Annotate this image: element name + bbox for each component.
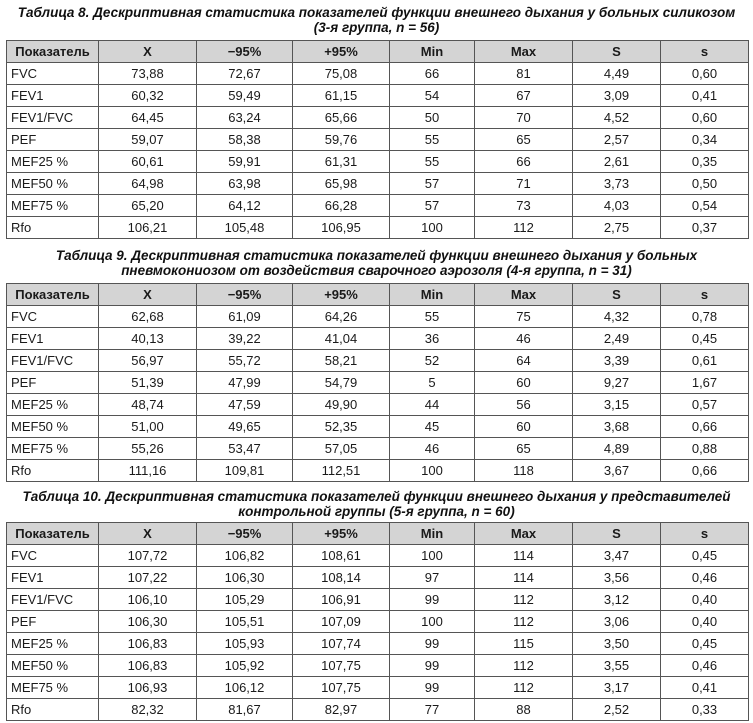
table-cell: 77 <box>390 699 475 721</box>
table-cell: 88 <box>475 699 573 721</box>
table-row <box>7 416 749 438</box>
table-cell: 75,08 <box>293 63 390 85</box>
row-label: FEV1/FVC <box>7 107 99 129</box>
table-row <box>7 545 749 567</box>
column-header: +95% <box>293 284 390 306</box>
table-cell: 57,05 <box>293 438 390 460</box>
table-cell: 3,68 <box>573 416 661 438</box>
table-cell: 60,61 <box>99 151 197 173</box>
table-cell: 0,35 <box>661 151 749 173</box>
table-cell: 0,66 <box>661 460 749 482</box>
table-cell: 0,60 <box>661 63 749 85</box>
table-cell: 65 <box>475 438 573 460</box>
table-cell: 56,97 <box>99 350 197 372</box>
table-row <box>7 350 749 372</box>
table-cell: 118 <box>475 460 573 482</box>
table-cell: 75 <box>475 306 573 328</box>
table-cell: 54,79 <box>293 372 390 394</box>
row-label: Rfo <box>7 460 99 482</box>
table-cell: 54 <box>390 85 475 107</box>
table-cell: 52 <box>390 350 475 372</box>
table-cell: 60 <box>475 416 573 438</box>
table-row <box>7 217 749 239</box>
table-cell: 44 <box>390 394 475 416</box>
table-cell: 106,91 <box>293 589 390 611</box>
table-cell: 47,99 <box>197 372 293 394</box>
table-cell: 106,30 <box>197 567 293 589</box>
row-label: Rfo <box>7 699 99 721</box>
row-label: Rfo <box>7 217 99 239</box>
caption-line: (3-я группа, n = 56) <box>313 20 440 35</box>
table-row <box>7 372 749 394</box>
row-label: MEF75 % <box>7 195 99 217</box>
table-10-caption <box>0 489 753 519</box>
row-label: PEF <box>7 611 99 633</box>
table-cell: 3,15 <box>573 394 661 416</box>
table-cell: 106,95 <box>293 217 390 239</box>
column-header: X <box>99 41 197 63</box>
table-cell: 3,06 <box>573 611 661 633</box>
table-cell: 107,09 <box>293 611 390 633</box>
table-cell: 82,32 <box>99 699 197 721</box>
table-cell: 48,74 <box>99 394 197 416</box>
table-cell: 3,73 <box>573 173 661 195</box>
table-cell: 56 <box>475 394 573 416</box>
table-cell: 72,67 <box>197 63 293 85</box>
table-cell: 106,82 <box>197 545 293 567</box>
table-cell: 105,29 <box>197 589 293 611</box>
table-cell: 112 <box>475 677 573 699</box>
table-cell: 61,31 <box>293 151 390 173</box>
table-cell: 5 <box>390 372 475 394</box>
table-8 <box>6 40 749 239</box>
column-header: Max <box>475 284 573 306</box>
table-cell: 60 <box>475 372 573 394</box>
table-cell: 71 <box>475 173 573 195</box>
table-row <box>7 589 749 611</box>
row-label: PEF <box>7 372 99 394</box>
table-cell: 59,49 <box>197 85 293 107</box>
table-cell: 0,45 <box>661 328 749 350</box>
row-label: MEF25 % <box>7 151 99 173</box>
table-cell: 3,09 <box>573 85 661 107</box>
table-cell: 0,33 <box>661 699 749 721</box>
table-cell: 63,98 <box>197 173 293 195</box>
table-cell: 81 <box>475 63 573 85</box>
table-cell: 66,28 <box>293 195 390 217</box>
table-cell: 47,59 <box>197 394 293 416</box>
table-cell: 59,91 <box>197 151 293 173</box>
table-cell: 4,52 <box>573 107 661 129</box>
table-cell: 64,45 <box>99 107 197 129</box>
table-cell: 65 <box>475 129 573 151</box>
table-cell: 73,88 <box>99 63 197 85</box>
table-cell: 0,88 <box>661 438 749 460</box>
column-header: S <box>573 41 661 63</box>
table-cell: 58,38 <box>197 129 293 151</box>
table-cell: 106,83 <box>99 633 197 655</box>
table-cell: 106,21 <box>99 217 197 239</box>
table-row <box>7 328 749 350</box>
table-cell: 0,61 <box>661 350 749 372</box>
table-cell: 2,52 <box>573 699 661 721</box>
table-cell: 0,40 <box>661 611 749 633</box>
row-label: FEV1 <box>7 328 99 350</box>
table-cell: 112 <box>475 611 573 633</box>
header-row <box>7 523 749 545</box>
column-header: Показатель <box>7 41 99 63</box>
table-row <box>7 107 749 129</box>
table-cell: 66 <box>390 63 475 85</box>
column-header: Показатель <box>7 284 99 306</box>
table-row <box>7 306 749 328</box>
row-label: FEV1/FVC <box>7 589 99 611</box>
table-row <box>7 394 749 416</box>
table-row <box>7 633 749 655</box>
table-cell: 4,32 <box>573 306 661 328</box>
column-header: Показатель <box>7 523 99 545</box>
table-cell: 55 <box>390 306 475 328</box>
table-cell: 73 <box>475 195 573 217</box>
row-label: FVC <box>7 306 99 328</box>
table-cell: 49,90 <box>293 394 390 416</box>
table-cell: 2,61 <box>573 151 661 173</box>
table-cell: 55 <box>390 129 475 151</box>
table-cell: 0,45 <box>661 545 749 567</box>
table-row <box>7 129 749 151</box>
table-row <box>7 611 749 633</box>
table-cell: 0,50 <box>661 173 749 195</box>
table-cell: 114 <box>475 545 573 567</box>
table-cell: 112,51 <box>293 460 390 482</box>
table-10 <box>6 522 749 721</box>
column-header: s <box>661 523 749 545</box>
table-cell: 106,83 <box>99 655 197 677</box>
table-cell: 0,45 <box>661 633 749 655</box>
table-cell: 3,17 <box>573 677 661 699</box>
table-row <box>7 151 749 173</box>
table-cell: 0,46 <box>661 655 749 677</box>
row-label: PEF <box>7 129 99 151</box>
row-label: FEV1/FVC <box>7 350 99 372</box>
table-cell: 106,30 <box>99 611 197 633</box>
table-row <box>7 173 749 195</box>
table-cell: 106,12 <box>197 677 293 699</box>
table-cell: 64,98 <box>99 173 197 195</box>
column-header: X <box>99 523 197 545</box>
column-header: s <box>661 284 749 306</box>
table-cell: 99 <box>390 655 475 677</box>
table-row <box>7 195 749 217</box>
table-cell: 2,57 <box>573 129 661 151</box>
table-cell: 59,07 <box>99 129 197 151</box>
table-cell: 61,09 <box>197 306 293 328</box>
table-row <box>7 567 749 589</box>
table-cell: 65,20 <box>99 195 197 217</box>
table-cell: 105,92 <box>197 655 293 677</box>
table-cell: 65,66 <box>293 107 390 129</box>
table-cell: 2,75 <box>573 217 661 239</box>
table-9-caption <box>0 248 753 278</box>
table-cell: 4,89 <box>573 438 661 460</box>
table-cell: 67 <box>475 85 573 107</box>
table-cell: 46 <box>475 328 573 350</box>
table-8-caption <box>0 5 753 35</box>
table-cell: 59,76 <box>293 129 390 151</box>
table-cell: 105,51 <box>197 611 293 633</box>
column-header: X <box>99 284 197 306</box>
table-cell: 3,55 <box>573 655 661 677</box>
table-cell: 0,60 <box>661 107 749 129</box>
row-label: MEF75 % <box>7 438 99 460</box>
table-cell: 3,67 <box>573 460 661 482</box>
caption-line: контрольной группы (5-я группа, n = 60) <box>238 504 515 519</box>
table-row <box>7 63 749 85</box>
table-cell: 100 <box>390 545 475 567</box>
table-cell: 105,48 <box>197 217 293 239</box>
table-cell: 106,10 <box>99 589 197 611</box>
table-cell: 3,56 <box>573 567 661 589</box>
table-cell: 4,03 <box>573 195 661 217</box>
table-cell: 0,78 <box>661 306 749 328</box>
column-header: −95% <box>197 284 293 306</box>
table-row <box>7 438 749 460</box>
table-cell: 0,41 <box>661 85 749 107</box>
table-cell: 0,41 <box>661 677 749 699</box>
column-header: Min <box>390 284 475 306</box>
table-cell: 53,47 <box>197 438 293 460</box>
table-cell: 81,67 <box>197 699 293 721</box>
table-cell: 97 <box>390 567 475 589</box>
table-cell: 36 <box>390 328 475 350</box>
table-9 <box>6 283 749 482</box>
table-cell: 64,12 <box>197 195 293 217</box>
table-cell: 3,47 <box>573 545 661 567</box>
table-cell: 64 <box>475 350 573 372</box>
table-cell: 66 <box>475 151 573 173</box>
row-label: MEF25 % <box>7 633 99 655</box>
table-row <box>7 460 749 482</box>
table-cell: 0,46 <box>661 567 749 589</box>
table-cell: 58,21 <box>293 350 390 372</box>
table-cell: 0,57 <box>661 394 749 416</box>
table-cell: 41,04 <box>293 328 390 350</box>
table-cell: 105,93 <box>197 633 293 655</box>
table-cell: 0,54 <box>661 195 749 217</box>
table-cell: 0,37 <box>661 217 749 239</box>
column-header: S <box>573 284 661 306</box>
table-cell: 49,65 <box>197 416 293 438</box>
table-cell: 2,49 <box>573 328 661 350</box>
caption-line: Таблица 8. Дескриптивная статистика показателей функции внешнего дыхания у больных силикозом <box>17 5 736 20</box>
caption-line: Таблица 9. Дескриптивная статистика показателей функции внешнего дыхания у больных <box>55 248 698 263</box>
row-label: FVC <box>7 63 99 85</box>
column-header: −95% <box>197 523 293 545</box>
row-label: MEF25 % <box>7 394 99 416</box>
row-label: FEV1 <box>7 85 99 107</box>
table-cell: 3,50 <box>573 633 661 655</box>
table-row <box>7 677 749 699</box>
table-cell: 107,75 <box>293 655 390 677</box>
row-label: MEF50 % <box>7 173 99 195</box>
table-cell: 114 <box>475 567 573 589</box>
table-row <box>7 699 749 721</box>
column-header: Min <box>390 41 475 63</box>
table-cell: 100 <box>390 611 475 633</box>
table-cell: 99 <box>390 633 475 655</box>
table-cell: 82,97 <box>293 699 390 721</box>
table-cell: 62,68 <box>99 306 197 328</box>
table-row <box>7 655 749 677</box>
table-cell: 107,72 <box>99 545 197 567</box>
table-cell: 55,26 <box>99 438 197 460</box>
table-cell: 52,35 <box>293 416 390 438</box>
column-header: S <box>573 523 661 545</box>
table-cell: 70 <box>475 107 573 129</box>
table-cell: 100 <box>390 217 475 239</box>
table-cell: 107,74 <box>293 633 390 655</box>
table-cell: 40,13 <box>99 328 197 350</box>
table-cell: 51,39 <box>99 372 197 394</box>
column-header: s <box>661 41 749 63</box>
table-cell: 107,75 <box>293 677 390 699</box>
table-cell: 106,93 <box>99 677 197 699</box>
table-cell: 63,24 <box>197 107 293 129</box>
table-cell: 55,72 <box>197 350 293 372</box>
table-cell: 111,16 <box>99 460 197 482</box>
table-cell: 50 <box>390 107 475 129</box>
header-row <box>7 284 749 306</box>
table-cell: 3,39 <box>573 350 661 372</box>
column-header: +95% <box>293 523 390 545</box>
table-cell: 55 <box>390 151 475 173</box>
row-label: FEV1 <box>7 567 99 589</box>
table-cell: 1,67 <box>661 372 749 394</box>
table-cell: 112 <box>475 217 573 239</box>
row-label: FVC <box>7 545 99 567</box>
table-row <box>7 85 749 107</box>
table-cell: 39,22 <box>197 328 293 350</box>
table-cell: 57 <box>390 173 475 195</box>
column-header: +95% <box>293 41 390 63</box>
table-cell: 99 <box>390 677 475 699</box>
table-cell: 57 <box>390 195 475 217</box>
column-header: Max <box>475 41 573 63</box>
column-header: Max <box>475 523 573 545</box>
table-cell: 3,12 <box>573 589 661 611</box>
caption-line: Таблица 10. Дескриптивная статистика показателей функции внешнего дыхания у представителей <box>22 489 731 504</box>
table-cell: 45 <box>390 416 475 438</box>
header-row <box>7 41 749 63</box>
column-header: Min <box>390 523 475 545</box>
table-cell: 109,81 <box>197 460 293 482</box>
table-cell: 0,40 <box>661 589 749 611</box>
table-cell: 4,49 <box>573 63 661 85</box>
caption-line: пневмокониозом от воздействия сварочного аэрозоля (4-я группа, n = 31) <box>121 263 632 278</box>
table-cell: 112 <box>475 655 573 677</box>
row-label: MEF75 % <box>7 677 99 699</box>
table-cell: 51,00 <box>99 416 197 438</box>
table-cell: 107,22 <box>99 567 197 589</box>
table-cell: 108,14 <box>293 567 390 589</box>
table-cell: 115 <box>475 633 573 655</box>
table-cell: 64,26 <box>293 306 390 328</box>
table-cell: 0,66 <box>661 416 749 438</box>
table-cell: 100 <box>390 460 475 482</box>
table-cell: 60,32 <box>99 85 197 107</box>
table-cell: 9,27 <box>573 372 661 394</box>
table-cell: 61,15 <box>293 85 390 107</box>
table-cell: 99 <box>390 589 475 611</box>
column-header: −95% <box>197 41 293 63</box>
table-cell: 46 <box>390 438 475 460</box>
table-cell: 65,98 <box>293 173 390 195</box>
row-label: MEF50 % <box>7 655 99 677</box>
row-label: MEF50 % <box>7 416 99 438</box>
table-cell: 0,34 <box>661 129 749 151</box>
table-cell: 112 <box>475 589 573 611</box>
table-cell: 108,61 <box>293 545 390 567</box>
